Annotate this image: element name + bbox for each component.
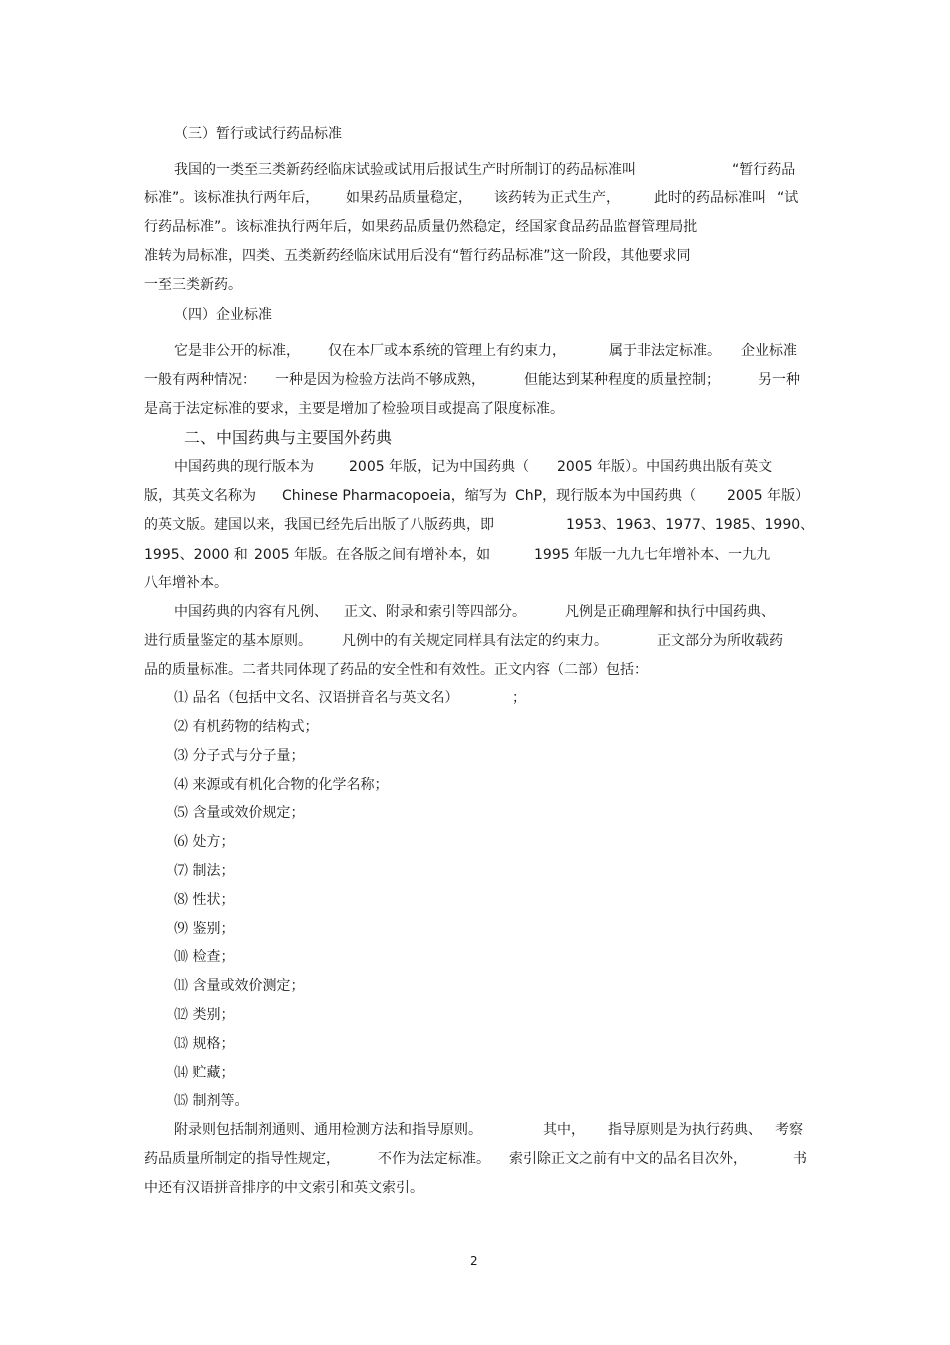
text-fragment: 中还有汉语拼音排序的中文索引和英文索引。 (144, 1180, 424, 1196)
text-fragment: 索引除正文之前有中文的品名目次外， (509, 1151, 747, 1167)
text-fragment: 1953、1963、1977、1985、1990、 (566, 517, 815, 533)
text-fragment: 不作为法定标准。 (378, 1151, 490, 1167)
list-item: ⑶ 分子式与分子量； (174, 748, 305, 764)
text-fragment: 标准”。该标准执行两年后， (144, 190, 320, 206)
list-item: ⑷ 来源或有机化合物的化学名称； (174, 777, 389, 793)
text-fragment: Chinese Pharmacopoeia，缩写为 (282, 488, 507, 504)
list-item: ⑽ 检查； (174, 949, 235, 965)
text-fragment: 八年增补本。 (144, 575, 228, 591)
text-fragment: 考察 (775, 1122, 803, 1138)
section-heading-enterprise: （四）企业标准 (174, 307, 272, 323)
list-item: ⒂ 制剂等。 (174, 1093, 249, 1109)
list-item: ⑾ 含量或效价测定； (174, 978, 305, 994)
text-fragment: 2005 年版。在各版之间有增补本，如 (254, 547, 491, 563)
list-item: ⑼ 鉴别； (174, 921, 235, 937)
text-fragment: 一种是因为检验方法尚不够成熟， (275, 372, 485, 388)
text-fragment: 我国的一类至三类新药经临床试验或试用后报试生产时所制订的药品标准叫 (174, 162, 636, 178)
text-fragment: ； (512, 690, 526, 706)
text-fragment: 此时的药品标准叫 (654, 190, 766, 206)
text-fragment: 正文部分为所收载药 (657, 633, 783, 649)
text-fragment: 1995、2000 和 (144, 547, 248, 563)
text-fragment: 行药品标准”。该标准执行两年后，如果药品质量仍然稳定，经国家食品药品监督管理局批 (144, 219, 698, 235)
text-fragment: 2005 年版）。中国药典出版有英文 (557, 459, 773, 475)
text-fragment: “暂行药品 (732, 162, 796, 178)
text-fragment: 中国药典的内容有凡例、 (174, 604, 328, 620)
section-heading-provisional: （三）暂行或试行药品标准 (174, 126, 342, 142)
text-fragment: 一至三类新药。 (144, 277, 242, 293)
text-fragment: 书 (793, 1151, 807, 1167)
text-fragment: 是高于法定标准的要求，主要是增加了检验项目或提高了限度标准。 (144, 401, 564, 417)
text-fragment: 其中， (543, 1122, 585, 1138)
text-fragment: 版，其英文名称为 (144, 488, 256, 504)
text-fragment: 一般有两种情况： (144, 372, 256, 388)
text-fragment: 的英文版。建国以来，我国已经先后出版了八版药典，即 (144, 517, 494, 533)
text-fragment: 正文、附录和索引等四部分。 (344, 604, 526, 620)
list-item: ⑿ 类别； (174, 1007, 235, 1023)
list-item: ⒁ 贮藏； (174, 1065, 235, 1081)
text-fragment: 另一种 (758, 372, 800, 388)
text-fragment: ChP，现行版本为中国药典（ (515, 488, 697, 504)
text-fragment: “试 (777, 190, 799, 206)
text-fragment: 它是非公开的标准， (174, 343, 300, 359)
text-fragment: 如果药品质量稳定， (346, 190, 472, 206)
page-number: 2 (470, 1254, 478, 1268)
text-fragment: 指导原则是为执行药典、 (608, 1122, 762, 1138)
text-fragment: 凡例中的有关规定同样具有法定的约束力。 (342, 633, 608, 649)
text-fragment: 仅在本厂或本系统的管理上有约束力， (328, 343, 566, 359)
text-fragment: 1995 年版一九九七年增补本、一九九 (534, 547, 771, 563)
list-item: ⑺ 制法； (174, 863, 235, 879)
text-fragment: 2005 年版，记为中国药典（ (349, 459, 530, 475)
list-item: ⑹ 处方； (174, 834, 235, 850)
list-item: ⒀ 规格； (174, 1036, 235, 1052)
list-item: ⑴ 品名（包括中文名、汉语拼音名与英文名） (174, 690, 459, 706)
list-item: ⑻ 性状； (174, 892, 235, 908)
text-fragment: 准转为局标准，四类、五类新药经临床试用后没有“暂行药品标准”这一阶段，其他要求同 (144, 248, 691, 264)
list-item: ⑵ 有机药物的结构式； (174, 719, 319, 735)
text-fragment: 2005 年版） (727, 488, 810, 504)
text-fragment: 但能达到某种程度的质量控制； (524, 372, 720, 388)
text-fragment: 品的质量标准。二者共同体现了药品的安全性和有效性。正文内容（二部）包括： (144, 662, 648, 678)
text-fragment: 附录则包括制剂通则、通用检测方法和指导原则。 (174, 1122, 482, 1138)
text-fragment: 企业标准 (741, 343, 797, 359)
chapter-heading-pharmacopoeia: 二、中国药典与主要国外药典 (184, 428, 393, 447)
text-fragment: 凡例是正确理解和执行中国药典、 (565, 604, 775, 620)
text-fragment: 属于非法定标准。 (609, 343, 721, 359)
list-item: ⑸ 含量或效价规定； (174, 805, 305, 821)
text-fragment: 该药转为正式生产， (494, 190, 620, 206)
text-fragment: 进行质量鉴定的基本原则。 (144, 633, 312, 649)
text-fragment: 中国药典的现行版本为 (174, 459, 314, 475)
text-fragment: 药品质量所制定的指导性规定， (144, 1151, 340, 1167)
